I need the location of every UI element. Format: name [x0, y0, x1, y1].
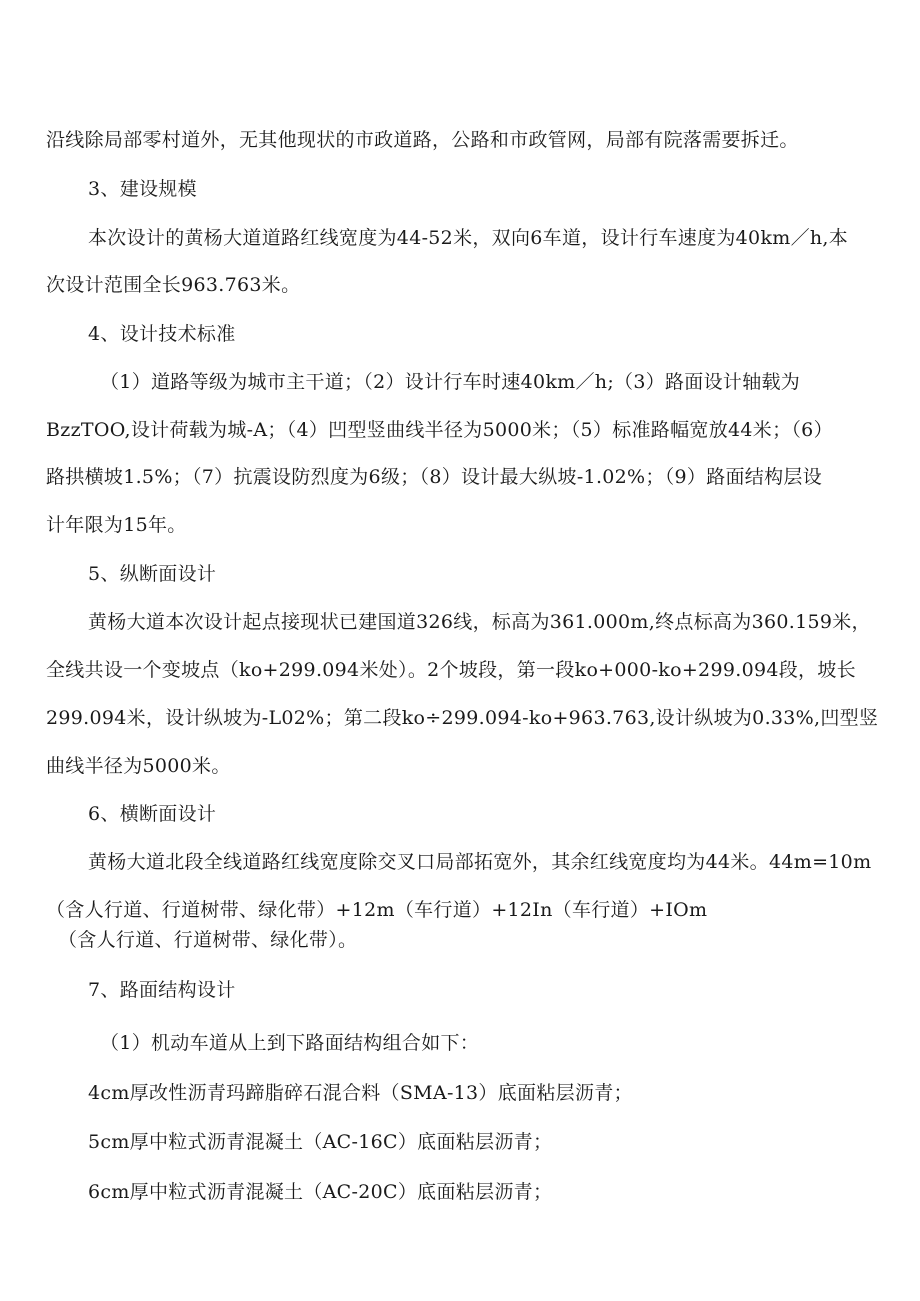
section6-heading: 6、横断面设计	[88, 803, 217, 825]
pavement-layer-2: 5cm厚中粒式沥青混凝土（AC-16C）底面粘层沥青；	[88, 1131, 553, 1153]
section4-line-2: BzzTOO,设计荷载为城-A；（4）凹型竖曲线半径为5000米；（5）标准路幅宽放44米；（6）	[46, 419, 833, 441]
section4-line-4: 计年限为15年。	[46, 514, 187, 536]
section5-heading: 5、纵断面设计	[88, 563, 217, 585]
section7-subheading: （1）机动车道从上到下路面结构组合如下：	[100, 1032, 480, 1054]
pavement-layer-3: 6cm厚中粒式沥青混凝土（AC-20C）底面粘层沥青；	[88, 1181, 553, 1203]
section6-line-3: （含人行道、行道树带、绿化带）。	[58, 929, 358, 951]
section4-line-3: 路拱横坡1.5%；（7）抗震设防烈度为6级；（8）设计最大纵坡-1.02%；（9）路面结构层设	[46, 466, 823, 488]
section6-line-1: 黄杨大道北段全线道路红线宽度除交叉口局部拓宽外，其余红线宽度均为44米。44m=10m	[88, 851, 872, 873]
section6-line-2: （含人行道、行道树带、绿化带）+12m（车行道）+12In（车行道）+IOm	[46, 899, 708, 921]
intro-line: 沿线除局部零村道外，无其他现状的市政道路，公路和市政管网，局部有院落需要拆迁。	[46, 129, 799, 151]
pavement-layer-1: 4cm厚改性沥青玛蹄脂碎石混合料（SMA-13）底面粘层沥青；	[88, 1082, 633, 1104]
section5-line-4: 曲线半径为5000米。	[46, 755, 231, 777]
section4-line-1: （1）道路等级为城市主干道；（2）设计行车时速40km／h;（3）路面设计轴载为	[100, 371, 801, 393]
section3-heading: 3、建设规模	[88, 178, 197, 200]
section4-heading: 4、设计技术标准	[88, 323, 236, 345]
section3-line-2: 次设计范围全长963.763米。	[46, 274, 301, 296]
section5-line-1: 黄杨大道本次设计起点接现状已建国道326线，标高为361.000m,终点标高为360.159米，	[88, 611, 871, 633]
section5-line-3: 299.094米，设计纵坡为-L02%；第二段ko÷299.094-ko+963.763,设计纵坡为0.33%,凹型竖	[46, 707, 879, 729]
section3-line-1: 本次设计的黄杨大道道路红线宽度为44-52米，双向6车道，设计行车速度为40km／h,本	[88, 227, 849, 249]
section5-line-2: 全线共设一个变坡点（ko+299.094米处）。2个坡段，第一段ko+000-ko+299.094段，坡长	[46, 659, 856, 681]
section7-heading: 7、路面结构设计	[88, 979, 236, 1001]
